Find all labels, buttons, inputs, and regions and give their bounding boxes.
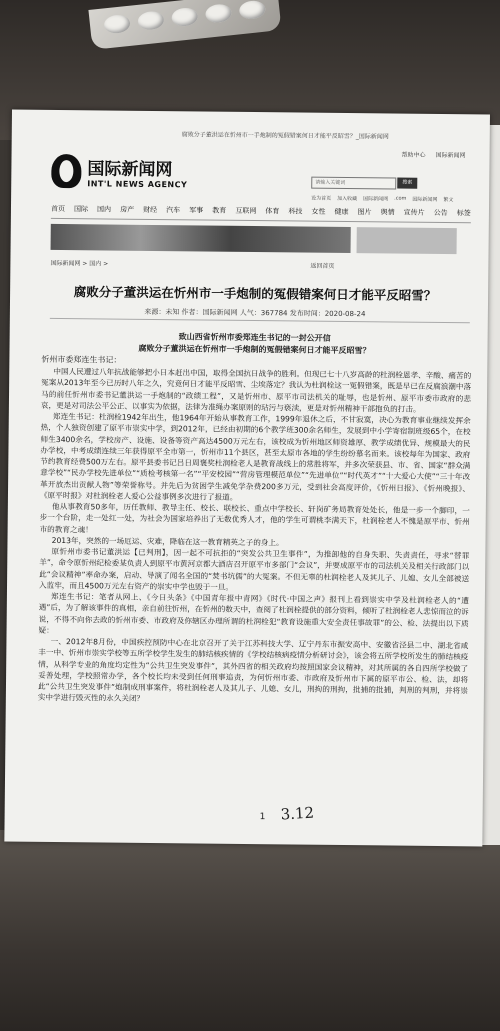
paragraph: 中国人民遭过八年抗战能够把小日本赶出中国，取得全国抗日战争的胜利。但现已七十八岁高龄的杜润栓恩孝、辛酸、痛苦的冤案从2013年至今已历时八年之久，究竟何日才能平反昭雪、尘埃落定？我认为杜润栓这一冤假错案，既是早已在反腐浪潮中落马的前任忻州市委书记董洪运一手炮制的“政绩工程”，又是忻州市、原平市司法机关的耻辱，也是忻州、原平市委市政府的悲哀，更是对司法公平公正、以事实为依据，法律为准绳办案原则的玷污与亵渎，更是对忻州精神干部抱负的打击。: [40, 366, 472, 414]
banner-side-image: [357, 227, 457, 254]
printed-page: [4, 109, 490, 846]
nav-item[interactable]: 图片: [357, 208, 372, 217]
nav-item[interactable]: 财经: [143, 205, 158, 215]
nav-item[interactable]: 国际: [73, 205, 89, 214]
breadcrumb[interactable]: 国际新闻网 > 国内 >: [50, 259, 109, 268]
nav-item[interactable]: 宣传片: [403, 208, 425, 217]
nav-item[interactable]: 军事: [189, 206, 204, 215]
nav-item[interactable]: 舆情: [380, 208, 395, 217]
pill-icon: [171, 7, 199, 28]
nav-item[interactable]: 女性: [311, 207, 326, 216]
pill-icon: [137, 10, 165, 31]
handwritten-note: 3.12: [280, 803, 315, 824]
nav-item[interactable]: 首页: [50, 204, 66, 214]
nav-item[interactable]: 体育: [265, 207, 280, 216]
article-headline: 腐败分子董洪运在忻州市一手炮制的冤假错案何日才能平反昭雪？: [73, 284, 437, 303]
banner-image: [51, 224, 351, 253]
nav-item[interactable]: 公告: [433, 208, 448, 218]
nav-item[interactable]: 教育: [212, 206, 227, 215]
background-floor-bottom: [0, 830, 500, 1031]
nav-item[interactable]: 国内: [97, 205, 112, 214]
nav-item[interactable]: 标签: [456, 209, 471, 218]
nav-item[interactable]: 互联网: [235, 206, 257, 216]
page-number: 1: [259, 812, 266, 823]
paragraph: 2013年，突然的一场厄运、灾难，降临在这一教育精英之子的身上。: [51, 535, 284, 548]
nav-item[interactable]: 汽车: [166, 206, 181, 215]
pill-icon: [103, 14, 131, 35]
paragraph: 郑连生书记：杜润栓1942年出生，他1964年开始从事教育工作，1999年退休之后，不甘寂寞，决心为教育事业继续发挥余热，个人独资创建了原平市崇实中学，到2012年，已经由初期的6个教学班300余名师生，发展到中小学寄宿制班级65个，在校师生3400余名，学校房产、设施、设备等资产高达4500万元左右，该校成为忻州地区师资雄厚、教学成绩优异、规模最大的民办学校，中考成绩连续三年获得原平全市第一，忻州市11个县区，甚至太原市各地的学生纷纷慕名而来。该校每年为国家、政府节约教育经费500万左右。原平县委书记吕日周褒奖杜润栓老人是教育战线上的常胜将军，并多次荣获县、市、省、国家“群众满意学校”“民办学校先进单位”“质检考核第一名”“平安校园”“营房管理模范单位”“先进单位”“时代英才”“十大爱心大使”“三十年改革开放杰出贡献人物”等荣誉称号。并先后为贫困学生减免学杂费200多万元，受到社会高度评价，《忻州日报》、《忻州晚报》、《原平时报》对杜润栓老人爱心公益事例多次进行了报道。: [39, 411, 471, 502]
top-links: [401, 150, 465, 160]
sublink[interactable]: 设为首页: [311, 195, 332, 202]
paragraph: 郑连生书记：笔者从网上、《今日头条》《中国青年报中青网》《时代·中国之声》报刊上看到崇实中学及杜润栓老人的“遭遇”后，为了解该事件的真相，亲自前往忻州，在忻州的数天中，查阅了杜润栓提供的部分资料，倾听了杜润栓老人悲惊而泣的诉说，不得不向你去政的忻州市委、市政府及你辖区办理所谓的杜润栓犯“教育设施重大安全责任事故罪”的公、检、法提出以下质疑：: [38, 591, 469, 635]
pill-icon: [205, 3, 233, 24]
search-button[interactable]: 搜索: [397, 178, 417, 189]
search-input[interactable]: 请输入关键词: [311, 177, 396, 190]
paragraph: 原忻州市委书记董洪运【已判刑】，因一起不可抗拒的“突发公共卫生事件”，为推卸他的自身失职、失责责任，寻求“替罪羊”，命令原忻州纪检委某负责人到原平市黄河京都大酒店召开原平市多部门“会议”，并要成原平市的司法机关及相关行政部门以此“会议精神”率命办案，启动、导演了闻名全国的“焚书坑儒”的大冤案。不但无辜的杜润栓老人及其儿子、儿媳、女儿全部被送入监牢，而且4500万元左右资产的崇实中学也毁于一旦。: [38, 546, 470, 592]
pill-icon: [238, 0, 266, 20]
sublink[interactable]: 繁文: [443, 197, 454, 204]
nav-item[interactable]: 健康: [334, 207, 349, 217]
sublink[interactable]: .com: [394, 195, 407, 202]
sublink[interactable]: 加入收藏: [337, 195, 358, 203]
back-home-link[interactable]: 返回首页: [310, 262, 335, 270]
top-link-site[interactable]: 国际新闻网: [435, 151, 466, 160]
letter-title-2: 腐败分子董洪运在忻州市一手炮制的冤假错案何日才能平反昭雪？: [138, 343, 371, 356]
article-body: [38, 366, 472, 708]
sublink[interactable]: 国际新闻网: [363, 196, 389, 203]
sublink[interactable]: 国际新闻网: [412, 196, 438, 203]
nav-item[interactable]: 科技: [288, 207, 303, 216]
paragraph: 他从事教育50多年，历任教师、教导主任、校长、联校长、重点中学校长、轩岗矿务局教育处处长，他是一步一个脚印，一步一个台阶，走一处红一处，为社会为国家培养出了无数优秀人才，他的学生可谓桃李满天下，杜润栓老人不愧是原平市、忻州市的教育之魂！: [39, 501, 470, 534]
site-logo[interactable]: [51, 154, 187, 189]
logo-cn-text: 国际新闻网: [87, 159, 173, 181]
paragraph: 一、2012年8月份，中国疾控预防中心在北京召开了关于江苏科技大学、辽宁丹东市振安高中、安徽省泾县二中、湖北省咸丰一中、忻州市崇实学校等五所学校学生发生的肺结核疾情的《学校结核病疫情分析研讨会》，该会将五所学校所发生的肺结核疫情，从科学专业的角度均定性为“公共卫生突发事件”，其外四省的相关政府均按照国家会议精神，对其所属的各自四所学校做了妥善处理，学校照常办学，各个校长均未受到任何刑事追责，为何忻州市委、市政府及忻州市下属的原平市公、检、法，却将此“公共卫生突发事件”炮制成刑事案件，将杜润栓老人及其儿子、儿媳、女儿，刑拘的刑拘，批捕的批捕，判刑的判刑，并将崇实中学进行毁灭性的永久关闭？: [37, 636, 469, 704]
sub-links: [311, 195, 453, 203]
browser-title: 腐败分子董洪运在忻州市一手炮制的冤假错案何日才能平反昭雪？_国际新闻网: [181, 131, 389, 141]
logo-icon: [51, 154, 81, 188]
nav-item[interactable]: 房产: [120, 205, 135, 214]
letter-title-1: 致山西省忻州市委郑连生书记的一封公开信: [178, 332, 331, 343]
main-nav: [51, 204, 471, 223]
article-meta: 来源：未知 作者：国际新闻网 人气：367784 发布时间：2020-08-24: [144, 307, 366, 319]
top-link-help[interactable]: 帮助中心: [401, 151, 426, 159]
salutation: 忻州市委郑连生书记：: [41, 354, 122, 365]
logo-en-text: INT'L NEWS AGENCY: [87, 179, 188, 190]
